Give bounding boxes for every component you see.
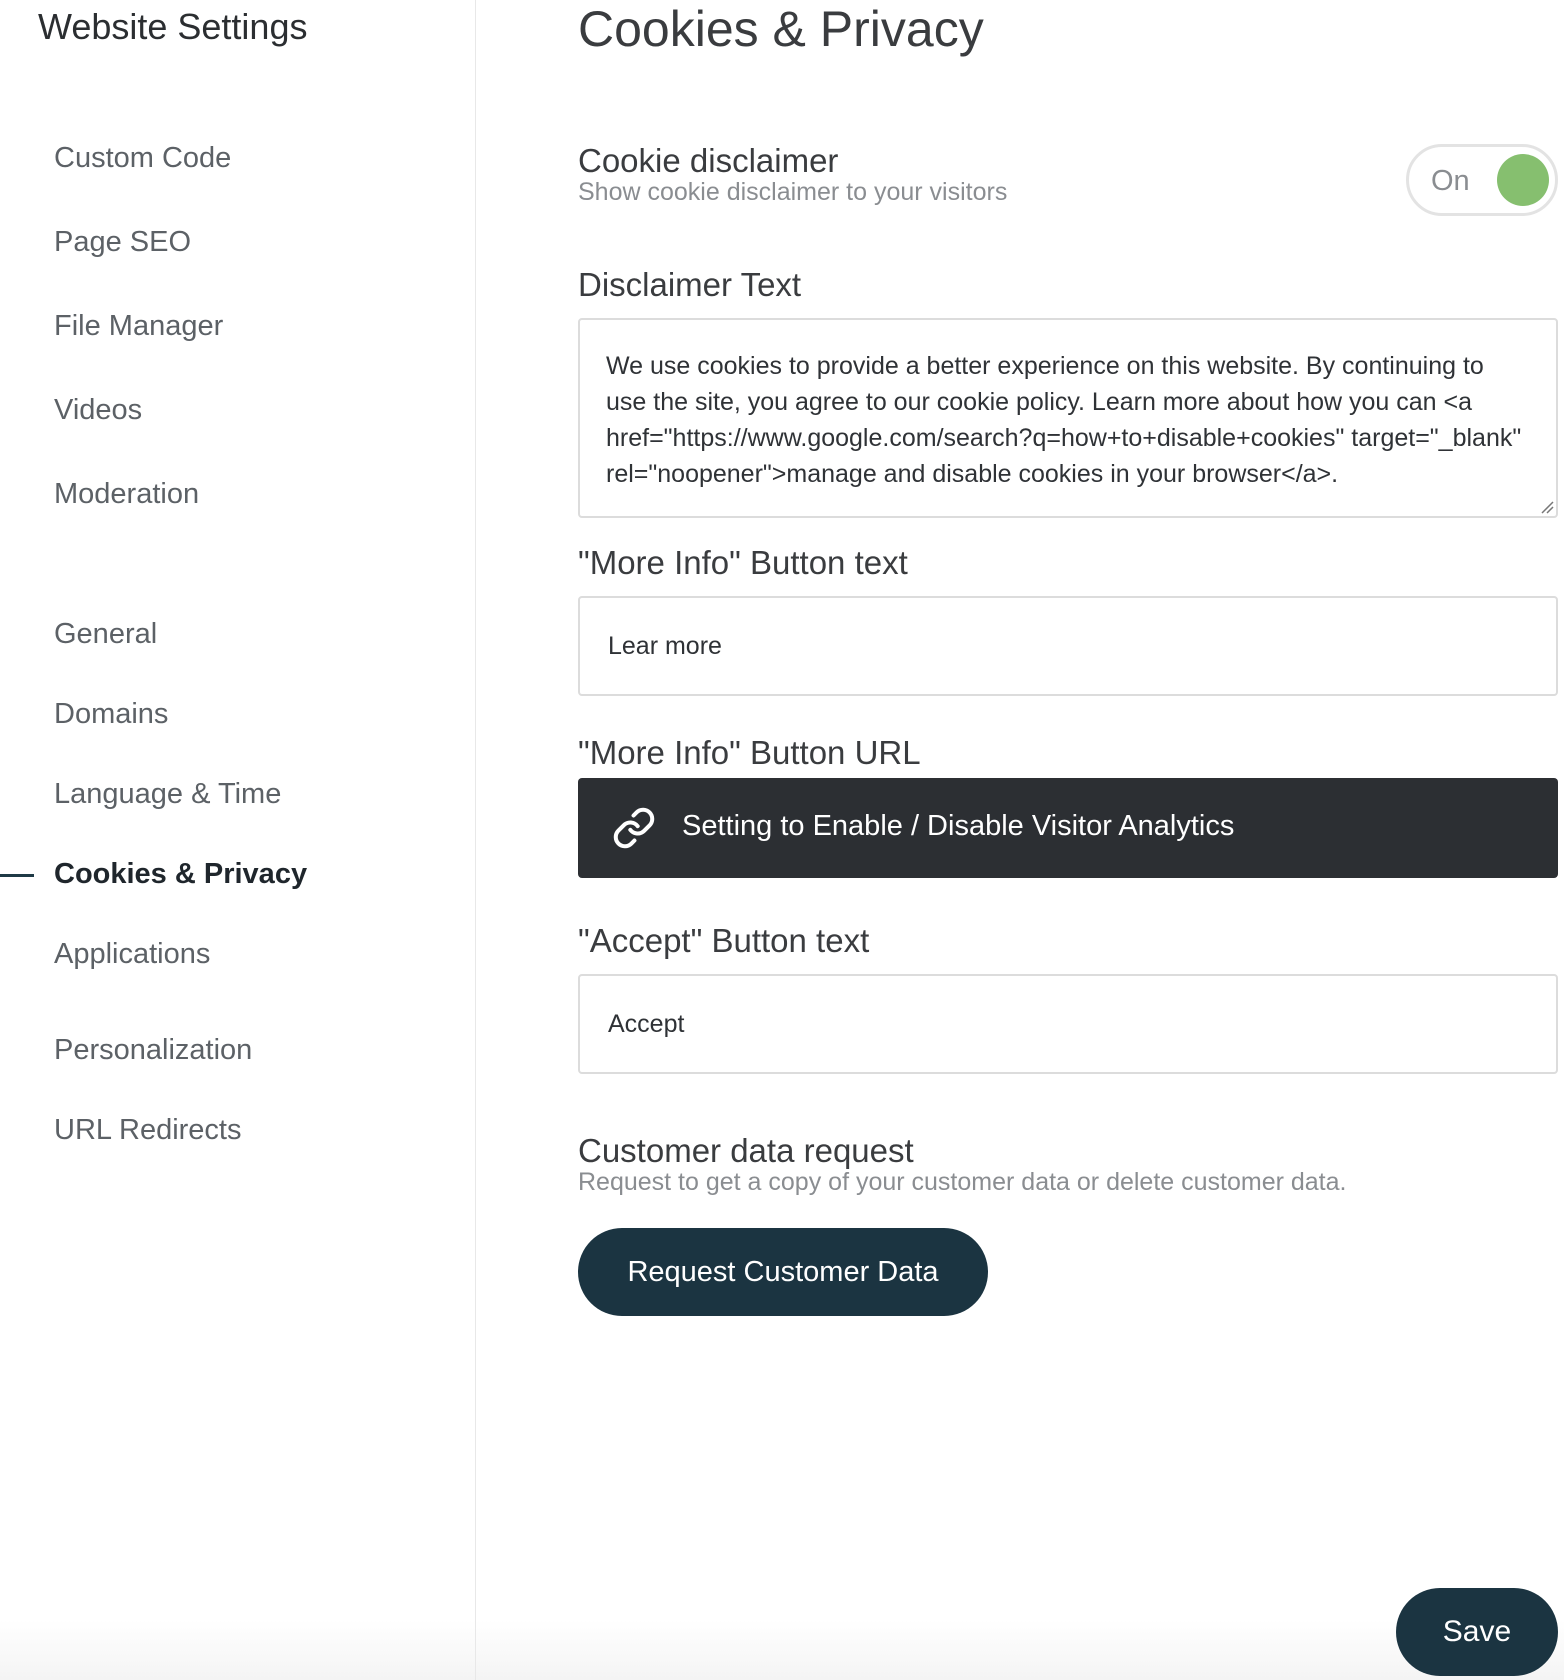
customer-data-description: Request to get a copy of your customer data or delete customer data.: [578, 1168, 1347, 1196]
sidebar-item-general[interactable]: General: [54, 618, 158, 650]
cookie-disclaimer-description: Show cookie disclaimer to your visitors: [578, 178, 1008, 206]
more-info-url-text: Setting to Enable / Disable Visitor Analytics: [682, 810, 1235, 842]
toggle-state-label: On: [1431, 165, 1470, 197]
disclaimer-text-label: Disclaimer Text: [578, 266, 802, 303]
cookie-disclaimer-toggle[interactable]: [1406, 144, 1558, 216]
sidebar-item-url-redirects[interactable]: URL Redirects: [54, 1114, 242, 1146]
resize-grip-icon[interactable]: [1540, 500, 1554, 514]
request-customer-data-button[interactable]: Request Customer Data: [578, 1228, 988, 1316]
more-info-url-link[interactable]: [578, 778, 1558, 878]
more-info-url-label: "More Info" Button URL: [578, 734, 921, 771]
sidebar-item-moderation[interactable]: Moderation: [54, 478, 200, 510]
accept-text-label: "Accept" Button text: [578, 922, 870, 959]
sidebar-item-personalization[interactable]: Personalization: [54, 1034, 253, 1066]
accept-text-input[interactable]: [578, 974, 1558, 1074]
sidebar-item-page-seo[interactable]: Page SEO: [54, 226, 192, 258]
more-info-text-label: "More Info" Button text: [578, 544, 908, 581]
sidebar-title: Website Settings: [38, 6, 308, 47]
save-button[interactable]: Save: [1396, 1588, 1558, 1676]
cookie-disclaimer-label: Cookie disclaimer: [578, 142, 839, 179]
sidebar-item-file-manager[interactable]: File Manager: [54, 310, 224, 342]
toggle-knob: [1497, 154, 1549, 206]
sidebar-item-custom-code[interactable]: Custom Code: [54, 142, 232, 174]
page-title: Cookies & Privacy: [578, 1, 984, 57]
more-info-text-input[interactable]: [578, 596, 1558, 696]
customer-data-label: Customer data request: [578, 1132, 914, 1169]
disclaimer-text-area[interactable]: [578, 318, 1558, 518]
active-indicator: [0, 874, 34, 877]
sidebar-item-cookies-privacy[interactable]: Cookies & Privacy: [54, 858, 308, 890]
sidebar-item-domains[interactable]: Domains: [54, 698, 169, 730]
sidebar-item-applications[interactable]: Applications: [54, 938, 211, 970]
sidebar: [0, 0, 476, 1680]
sidebar-item-language-time[interactable]: Language & Time: [54, 778, 282, 810]
link-icon: [612, 806, 656, 850]
sidebar-item-videos[interactable]: Videos: [54, 394, 143, 426]
